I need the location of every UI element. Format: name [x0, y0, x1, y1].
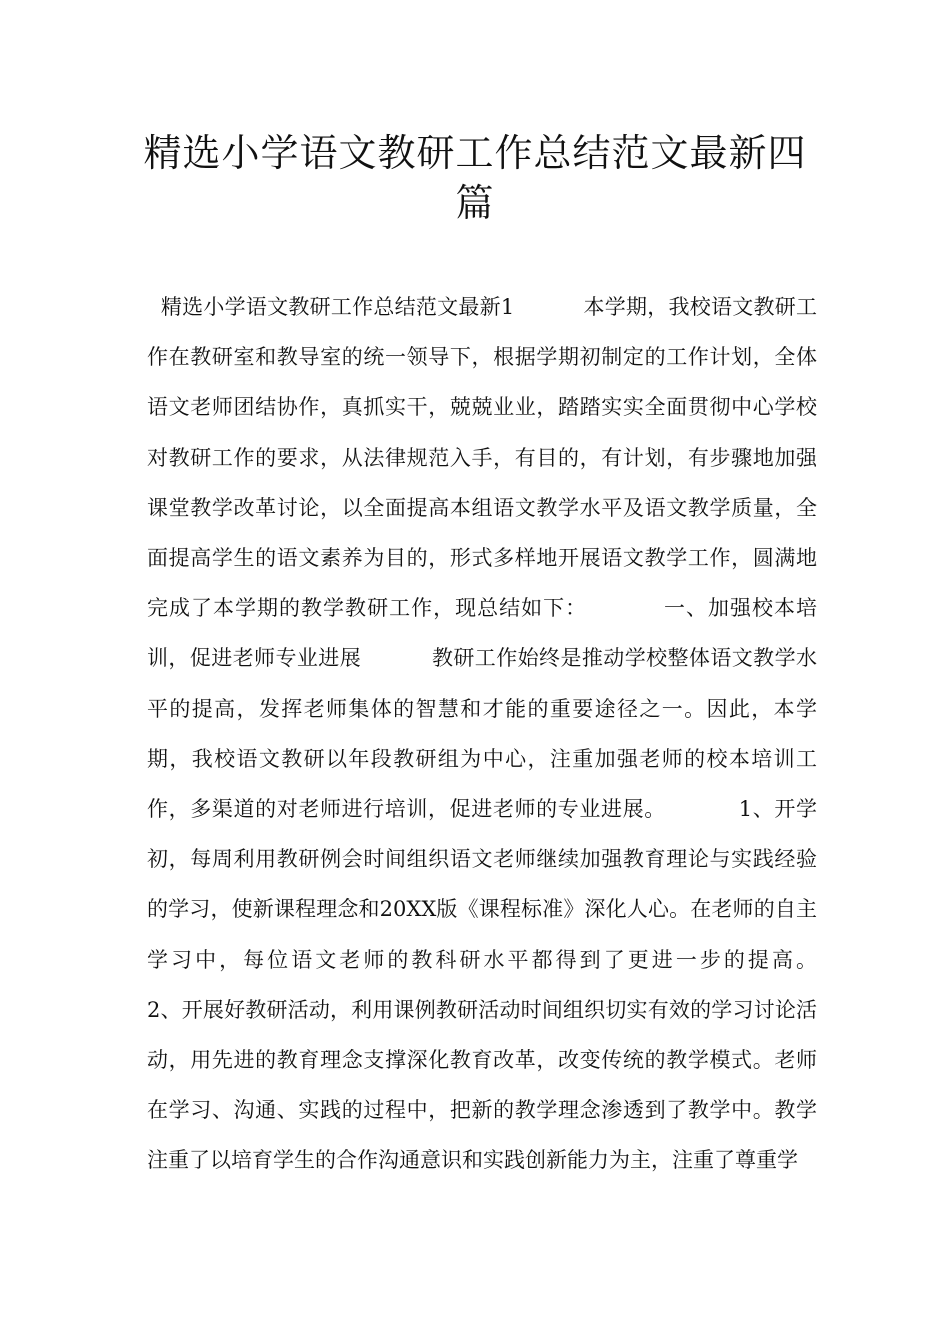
document-body: 精选小学语文教研工作总结范文最新1 本学期，我校语文教研工作在教研室和教导室的统一领导下，根据学期初制定的工作计划，全体语文老师团结协作，真抓实干，兢兢业业，踏踏实实全面贯彻中心学校对教研工作的要求，从法律规范入手，有目的，有计划，有步骤地加强课堂教学改革讨论，以全面提高本组语文教学水平及语文教学质量，全面提高学生的语文素养为目的，形式多样地开展语文教学工作，圆满地完成了本学期的教学教研工作，现总结如下： 一、加强校本培训，促进老师专业进展 教研工作始终是推动学校整体语文教学水平的提高，发挥老师集体的智慧和才能的重要途径之一。因此，本学期，我校语文教研以年段教研组为中心，注重加强老师的校本培训工作，多渠道的对老师进行培训，促进老师的专业进展。 1、开学初，每周利用教研例会时间组织语文老师继续加强教育理论与实践经验的学习，使新课程理念和20XX版《课程标准》深化人心。在老师的自主学习中，每位语文老师的教科研水平都得到了更进一步的提高。 2、开展好教研活动，利用课例教研活动时间组织切实有效的学习讨论活动，用先进的教育理念支撑深化教育改革，改变传统的教学模式。老师在学习、沟通、实践的过程中，把新的教学理念渗透到了教学中。教学注重了以培育学生的合作沟通意识和实践创新能力为主，注重了尊重学	[147, 295, 884, 1173]
document-title: 精选小学语文教研工作总结范文最新四篇	[143, 131, 807, 225]
